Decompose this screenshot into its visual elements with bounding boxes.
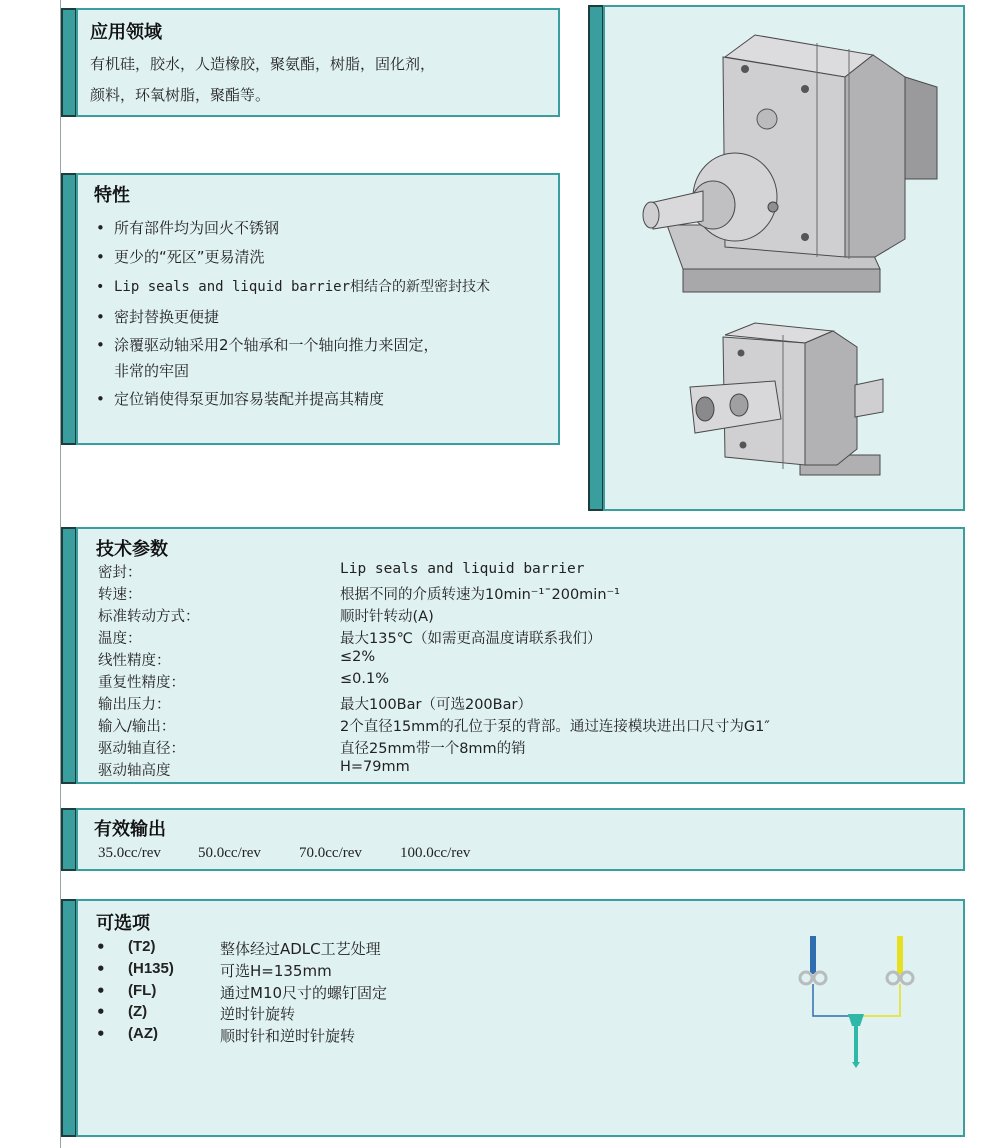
pump-back-view [690, 323, 883, 475]
feature-item: • 定位销使得泵更加容易装配并提高其精度 [96, 390, 385, 408]
features-tab [61, 173, 77, 445]
option-code: (H135) [128, 960, 174, 977]
tech-label: 驱动轴高度 [98, 763, 171, 779]
output-tab [61, 808, 77, 871]
option-text: 通过M10尺寸的螺钉固定 [220, 984, 388, 1002]
yellow-flow-line [862, 984, 900, 1016]
tech-label: 转速： [98, 587, 142, 603]
mixer-tip-icon [852, 1062, 860, 1068]
applications-line-2: 颜料，环氧树脂，聚酯等。 [90, 86, 271, 104]
applications-line-1: 有机硅，胶水，人造橡胶，聚氨酯，树脂，固化剂， [90, 55, 436, 73]
output-title: 有效输出 [94, 819, 166, 840]
tech-value: H=79mm [340, 759, 410, 775]
blue-inlet-pipe [810, 936, 816, 974]
option-code: (Z) [128, 1003, 148, 1020]
output-value: 35.0cc/rev [98, 845, 161, 861]
option-item: • (AZ) 顺时针和逆时针旋转 [96, 1025, 356, 1045]
applications-title: 应用领域 [90, 22, 162, 43]
tech-label: 输入/输出： [98, 719, 176, 735]
mixer-nozzle [854, 1026, 858, 1062]
tech-row [98, 693, 938, 715]
options-title: 可选项 [96, 913, 150, 934]
mixing-flow-diagram [790, 930, 930, 1075]
feature-item: • 更少的“死区”更易清洗 [96, 248, 265, 266]
tech-label: 驱动轴直径： [98, 741, 185, 757]
blue-flow-line [813, 984, 850, 1016]
tech-row [98, 715, 938, 737]
option-text: 可选H=135mm [220, 962, 332, 980]
tech-row [98, 671, 938, 693]
option-item: • (FL) 通过M10尺寸的螺钉固定 [96, 982, 388, 1002]
tech-title: 技术参数 [96, 539, 168, 560]
tech-tab [61, 527, 77, 784]
feature-item: • 涂覆驱动轴采用2个轴承和一个轴向推力来固定， [96, 336, 439, 354]
tech-value: ≤2% [340, 649, 376, 665]
option-code: (AZ) [128, 1025, 158, 1042]
option-text: 逆时针旋转 [220, 1005, 296, 1023]
applications-tab [61, 8, 77, 117]
mixer-head-icon [848, 1014, 864, 1026]
tech-label: 标准转动方式： [98, 609, 200, 625]
tech-label: 密封： [98, 565, 142, 581]
tech-value: ≤0.1% [340, 671, 389, 687]
output-value: 50.0cc/rev [198, 845, 261, 861]
options-tab [61, 899, 77, 1137]
tech-value: 根据不同的介质转速为10min⁻¹ˉ200min⁻¹ [340, 587, 620, 603]
option-code: (T2) [128, 938, 156, 955]
option-item: • (H135) 可选H=135mm [96, 960, 332, 980]
output-value: 70.0cc/rev [299, 845, 362, 861]
tech-row [98, 561, 938, 583]
option-text: 顺时针和逆时针旋转 [220, 1027, 356, 1045]
pump-front-view [643, 35, 937, 292]
tech-row [98, 605, 938, 627]
feature-item: • Lip seals and liquid barrier相结合的新型密封技术 [96, 279, 491, 295]
tech-label: 温度： [98, 631, 142, 647]
tech-label: 输出压力： [98, 697, 171, 713]
tech-value: 顺时针转动(A) [340, 609, 434, 625]
features-title: 特性 [94, 185, 130, 206]
yellow-inlet-pipe [897, 936, 903, 974]
option-item: • (T2) 整体经过ADLC工艺处理 [96, 938, 381, 958]
tech-row [98, 649, 938, 671]
product-image-tab [588, 5, 604, 511]
feature-item-continuation: 非常的牢固 [114, 362, 190, 380]
tech-row [98, 737, 938, 759]
feature-item: • 密封替换更便捷 [96, 308, 220, 326]
tech-row [98, 759, 938, 781]
pump-illustration [605, 7, 963, 509]
tech-value: Lip seals and liquid barrier [340, 561, 585, 577]
tech-value: 2个直径15mm的孔位于泵的背部。通过连接模块进出口尺寸为G1″ [340, 719, 770, 735]
tech-value: 最大135℃（如需更高温度请联系我们） [340, 631, 602, 647]
option-text: 整体经过ADLC工艺处理 [220, 940, 381, 958]
tech-label: 重复性精度： [98, 675, 185, 691]
tech-value: 直径25mm带一个8mm的销 [340, 741, 526, 757]
feature-item: • 所有部件均为回火不锈钢 [96, 219, 280, 237]
tech-value: 最大100Bar（可选200Bar） [340, 697, 532, 713]
output-value: 100.0cc/rev [400, 845, 471, 861]
tech-row [98, 627, 938, 649]
tech-row [98, 583, 938, 605]
tech-label: 线性精度： [98, 653, 171, 669]
option-code: (FL) [128, 982, 157, 999]
option-item: • (Z) 逆时针旋转 [96, 1003, 296, 1023]
